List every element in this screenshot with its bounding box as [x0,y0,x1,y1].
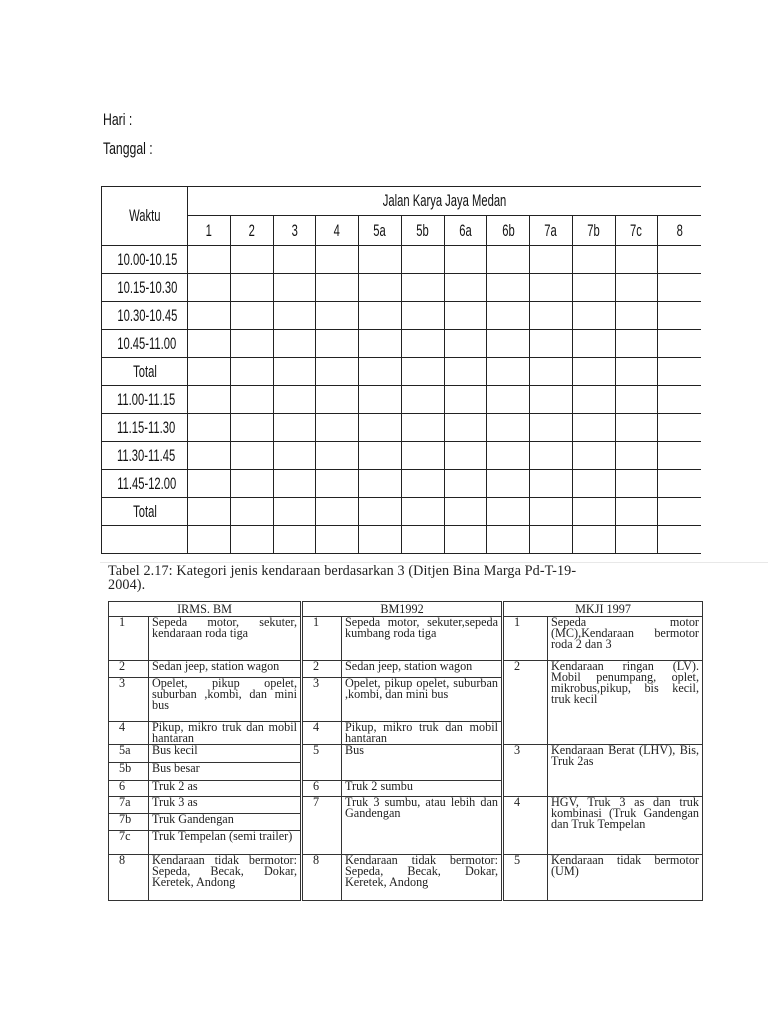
count-cell[interactable] [316,442,359,470]
count-cell[interactable] [444,246,487,274]
count-cell[interactable] [273,302,316,330]
count-cell[interactable] [316,330,359,358]
count-cell[interactable] [530,526,573,554]
count-cell[interactable] [401,526,444,554]
column-header: 5a [359,216,402,246]
count-cell[interactable] [658,414,701,442]
table-row [102,498,701,526]
table-row [102,526,701,554]
count-cell[interactable] [658,470,701,498]
count-cell[interactable] [658,246,701,274]
category-code: 5a [109,745,149,763]
table-row [102,330,701,358]
column-header: 2 [230,216,273,246]
count-cell[interactable] [273,386,316,414]
count-cell[interactable] [359,330,402,358]
count-cell[interactable] [444,526,487,554]
count-cell[interactable] [359,386,402,414]
count-cell[interactable] [572,302,615,330]
count-cell[interactable] [316,274,359,302]
count-cell[interactable] [487,330,530,358]
hari-label: Hari : [103,110,133,129]
irms-header: IRMS. BM [109,602,302,617]
time-cell [102,526,188,554]
count-cell[interactable] [316,414,359,442]
category-code: 4 [503,797,548,855]
category-code: 7c [109,831,149,855]
category-code: 5 [302,745,342,781]
table-row [109,855,703,901]
count-cell[interactable] [273,358,316,386]
count-cell[interactable] [615,498,658,526]
category-description: HGV, Truk 3 as dan truk kombinasi (Truk Gandengan dan Truk Tempelan [548,797,703,855]
column-header: 7b [572,216,615,246]
count-cell[interactable] [615,302,658,330]
count-cell[interactable] [444,386,487,414]
category-description: Kendaraan Berat (LHV), Bis, Truk 2as [548,745,703,797]
column-header: 1 [188,216,231,246]
vehicle-category-table [108,601,703,901]
category-description: Truk Gandengan [149,814,302,831]
category-code: 3 [109,678,149,722]
count-cell[interactable] [530,358,573,386]
count-cell[interactable] [487,526,530,554]
category-code: 6 [302,781,342,797]
count-cell[interactable] [658,302,701,330]
count-cell[interactable] [230,274,273,302]
category-description: Kendaraan tidak bermotor (UM) [548,855,703,901]
count-cell[interactable] [230,498,273,526]
column-header: 3 [273,216,316,246]
count-cell[interactable] [230,358,273,386]
count-cell[interactable] [658,358,701,386]
count-cell[interactable] [615,414,658,442]
count-cell[interactable] [316,246,359,274]
count-cell[interactable] [188,414,231,442]
count-cell[interactable] [316,302,359,330]
category-code: 1 [302,617,342,661]
table-row [109,661,703,678]
time-cell: 10.45-11.00 [102,330,188,358]
category-description: Sepeda motor, sekuter, kendaraan roda tiga [149,617,302,661]
count-cell[interactable] [444,302,487,330]
table-row [102,386,701,414]
count-cell[interactable] [401,386,444,414]
table-row [102,470,701,498]
count-cell[interactable] [572,498,615,526]
column-header: 6b [487,216,530,246]
time-cell: 10.30-10.45 [102,302,188,330]
category-description: Bus besar [149,763,302,781]
count-cell[interactable] [444,414,487,442]
count-cell[interactable] [530,442,573,470]
count-cell[interactable] [530,498,573,526]
count-cell[interactable] [359,442,402,470]
count-cell[interactable] [401,414,444,442]
count-cell[interactable] [273,246,316,274]
count-cell[interactable] [572,274,615,302]
count-cell[interactable] [188,498,231,526]
time-cell: 11.00-11.15 [102,386,188,414]
count-cell[interactable] [188,358,231,386]
count-cell[interactable] [230,414,273,442]
count-cell[interactable] [230,246,273,274]
count-cell[interactable] [615,386,658,414]
count-cell[interactable] [615,358,658,386]
category-description: Bus [342,745,503,781]
category-description: Pikup, mikro truk dan mobil hantaran [149,722,302,745]
category-description: Sepeda motor, sekuter,sepeda kumbang roda tiga [342,617,503,661]
count-cell[interactable] [530,274,573,302]
count-cell[interactable] [359,470,402,498]
count-cell[interactable] [359,246,402,274]
category-code: 7a [109,797,149,814]
waktu-header: Waktu [102,187,188,246]
count-cell[interactable] [401,358,444,386]
category-description: Truk 3 as [149,797,302,814]
category-code: 3 [503,745,548,797]
category-code: 3 [302,678,342,722]
count-cell[interactable] [572,246,615,274]
category-description: Truk 2 as [149,781,302,797]
count-cell[interactable] [230,302,273,330]
count-cell[interactable] [230,330,273,358]
category-description: Sedan jeep, station wagon [149,661,302,678]
count-cell[interactable] [401,274,444,302]
count-cell[interactable] [273,414,316,442]
traffic-survey-table [101,186,700,551]
count-cell[interactable] [487,302,530,330]
count-cell[interactable] [359,414,402,442]
category-description: Kendaraan ringan (LV). Mobil penumpang, oplet, mikrobus,pikup, bis kecil, truk kecil [548,661,703,745]
column-header: 4 [316,216,359,246]
column-header: 5b [401,216,444,246]
road-group-header: Jalan Karya Jaya Medan [188,187,701,216]
count-cell[interactable] [359,498,402,526]
count-cell[interactable] [359,526,402,554]
column-header: 7c [615,216,658,246]
count-cell[interactable] [615,470,658,498]
count-cell[interactable] [487,442,530,470]
count-cell[interactable] [444,330,487,358]
count-cell[interactable] [188,274,231,302]
count-cell[interactable] [444,274,487,302]
tanggal-label: Tanggal : [103,139,153,158]
count-cell[interactable] [401,330,444,358]
count-cell[interactable] [615,274,658,302]
count-cell[interactable] [230,470,273,498]
count-cell[interactable] [444,358,487,386]
category-description: Truk 3 sumbu, atau lebih dan Gandengan [342,797,503,855]
table-caption [108,564,708,592]
category-code: 7 [302,797,342,855]
count-cell[interactable] [401,442,444,470]
count-cell[interactable] [359,358,402,386]
count-cell[interactable] [615,526,658,554]
count-cell[interactable] [401,470,444,498]
count-cell[interactable] [615,442,658,470]
time-cell: 11.15-11.30 [102,414,188,442]
count-cell[interactable] [273,330,316,358]
category-code: 8 [109,855,149,901]
count-cell[interactable] [530,470,573,498]
count-cell[interactable] [359,274,402,302]
column-header: 7a [530,216,573,246]
category-description: Sepeda motor (MC),Kendaraan bermotor roda 2 dan 3 [548,617,703,661]
time-cell: 10.15-10.30 [102,274,188,302]
count-cell[interactable] [401,498,444,526]
count-cell[interactable] [658,274,701,302]
category-code: 6 [109,781,149,797]
count-cell[interactable] [316,498,359,526]
count-cell[interactable] [188,470,231,498]
count-cell[interactable] [188,526,231,554]
count-cell[interactable] [188,246,231,274]
count-cell[interactable] [572,358,615,386]
count-cell[interactable] [359,302,402,330]
count-cell[interactable] [316,358,359,386]
count-cell[interactable] [487,246,530,274]
count-cell[interactable] [658,498,701,526]
count-cell[interactable] [658,386,701,414]
count-cell[interactable] [530,330,573,358]
category-code: 1 [109,617,149,661]
caption-line-1: Tabel 2.17: Kategori jenis kendaraan berdasarkan 3 (Ditjen Bina Marga Pd-T-19- [108,563,577,579]
category-code: 5 [503,855,548,901]
count-cell[interactable] [572,526,615,554]
count-cell[interactable] [572,442,615,470]
count-cell[interactable] [658,442,701,470]
count-cell[interactable] [444,498,487,526]
count-cell[interactable] [401,246,444,274]
count-cell[interactable] [273,470,316,498]
count-cell[interactable] [615,330,658,358]
count-cell[interactable] [316,470,359,498]
time-cell: 10.00-10.15 [102,246,188,274]
count-cell[interactable] [188,442,231,470]
count-cell[interactable] [530,302,573,330]
count-cell[interactable] [572,414,615,442]
count-cell[interactable] [487,414,530,442]
time-cell: 11.30-11.45 [102,442,188,470]
column-header: 6a [444,216,487,246]
time-cell: 11.45-12.00 [102,470,188,498]
category-description: Truk 2 sumbu [342,781,503,797]
category-code: 2 [302,661,342,678]
count-cell[interactable] [487,358,530,386]
count-cell[interactable] [658,330,701,358]
count-cell[interactable] [487,470,530,498]
count-cell[interactable] [230,386,273,414]
category-description: Opelet, pikup opelet, suburban ,kombi, dan mini bus [342,678,503,722]
count-cell[interactable] [572,330,615,358]
count-cell[interactable] [530,246,573,274]
category-description: Opelet, pikup opelet, suburban ,kombi, dan mini bus [149,678,302,722]
count-cell[interactable] [572,470,615,498]
table-row [102,358,701,386]
category-description: Bus kecil [149,745,302,763]
category-description: Sedan jeep, station wagon [342,661,503,678]
count-cell[interactable] [615,246,658,274]
count-cell[interactable] [188,302,231,330]
table-row [102,274,701,302]
table-row [102,302,701,330]
category-description: Kendaraan tidak bermotor: Sepeda, Becak, Dokar, Keretek, Andong [149,855,302,901]
count-cell[interactable] [444,442,487,470]
count-cell[interactable] [273,274,316,302]
count-cell[interactable] [530,386,573,414]
category-code: 4 [109,722,149,745]
count-cell[interactable] [530,414,573,442]
count-cell[interactable] [273,498,316,526]
column-header: 8 [658,216,701,246]
count-cell[interactable] [230,442,273,470]
count-cell[interactable] [401,302,444,330]
count-cell[interactable] [188,386,231,414]
mkji-header: MKJI 1997 [503,602,703,617]
category-code: 4 [302,722,342,745]
table-row [102,246,701,274]
count-cell[interactable] [316,526,359,554]
count-cell[interactable] [658,526,701,554]
count-cell[interactable] [188,330,231,358]
table-row [102,442,701,470]
count-cell[interactable] [487,386,530,414]
count-cell[interactable] [273,526,316,554]
count-cell[interactable] [487,274,530,302]
time-cell: Total [102,358,188,386]
category-description: Pikup, mikro truk dan mobil hantaran [342,722,503,745]
table-row [109,745,703,763]
table-row [109,797,703,814]
category-code: 5b [109,763,149,781]
category-description: Kendaraan tidak bermotor: Sepeda, Becak, Dokar, Keretek, Andong [342,855,503,901]
category-code: 1 [503,617,548,661]
count-cell[interactable] [444,470,487,498]
table-row [102,414,701,442]
count-cell[interactable] [230,526,273,554]
category-code: 8 [302,855,342,901]
count-cell[interactable] [487,498,530,526]
count-cell[interactable] [316,386,359,414]
category-description: Truk Tempelan (semi trailer) [149,831,302,855]
time-cell: Total [102,498,188,526]
caption-line-2: 2004). [108,577,146,593]
count-cell[interactable] [273,442,316,470]
category-code: 7b [109,814,149,831]
bm1992-header: BM1992 [302,602,503,617]
table-row [109,617,703,661]
category-code: 2 [109,661,149,678]
count-cell[interactable] [572,386,615,414]
category-code: 2 [503,661,548,745]
